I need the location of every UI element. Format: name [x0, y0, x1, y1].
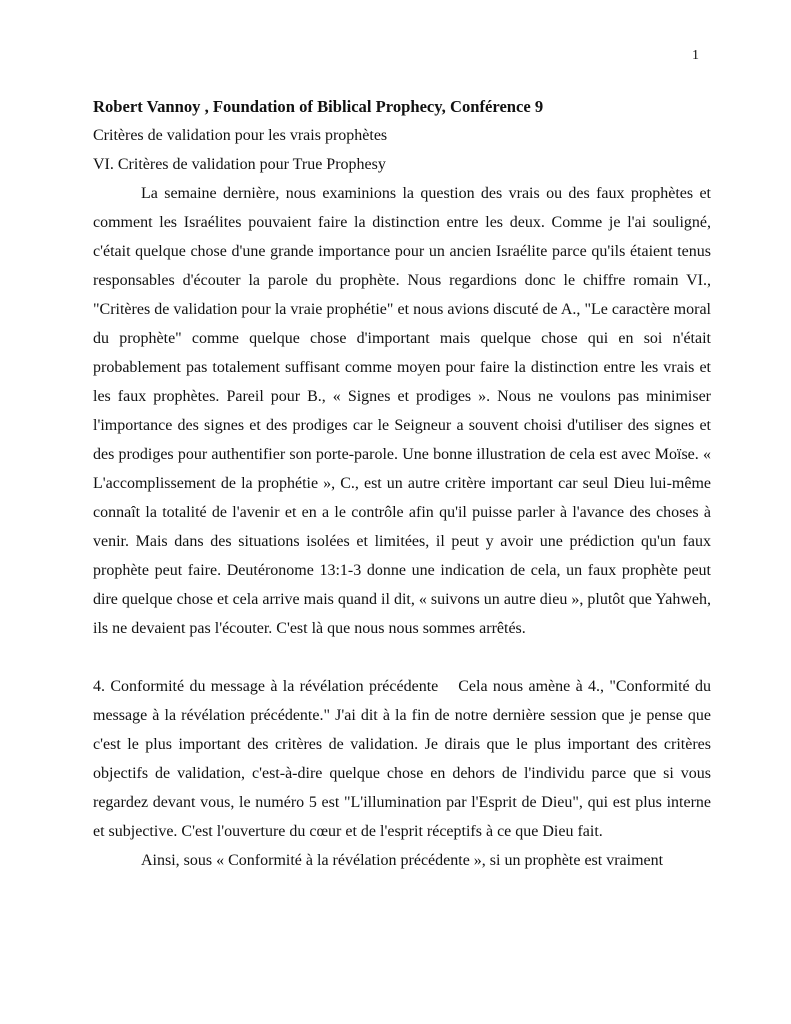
subtitle-criteria: Critères de validation pour les vrais prophètes: [93, 127, 388, 144]
document-title: Robert Vannoy , Foundation of Biblical Prophecy, Conférence 9: [93, 97, 544, 116]
paragraph-gap: [93, 643, 711, 672]
section-4-text: Cela nous amène à 4., "Conformité du message à la révélation précédente." J'ai dit à la fin de notre dernière session que je pense que c'est le plus important des critères de validation. Je dirais que le plus important des critères objectifs de validation, c'est-à-dire quelque chose en dehors de l'individu parce que si vous regardez devant vous, le numéro 5 est "L'illumination par l'Esprit de Dieu", qui est plus interne et subjective. C'est l'ouverture du cœur et de l'esprit réceptifs à ce que Dieu fait.: [93, 678, 711, 840]
paragraph-conformity: Ainsi, sous « Conformité à la révélation précédente », si un prophète est vraiment: [141, 852, 664, 869]
paragraph-intro: La semaine dernière, nous examinions la question des vrais ou des faux prophètes et comment les Israélites pouvaient faire la distinction entre les deux. Comme je l'ai souligné, c'était quelque chose d'une grande importance pour un ancien Israélite parce qu'ils étaient tenus responsables d'écouter la parole du prophète. Nous regardions donc le chiffre romain VI., "Critères de validation pour la vraie prophétie" et nous avions discuté de A., "Le caractère moral du prophète" comme quelque chose d'important mais quelque chose qui en soi n'était probablement pas totalement suffisant comme moyen pour faire la distinction entre les vrais et les faux prophètes. Pareil pour B., « Signes et prodiges ». Nous ne voulons pas minimiser l'importance des signes et des prodiges car le Seigneur a souvent choisi d'utiliser des signes et des prodiges pour authentifier son porte-parole. Une bonne illustration de cela est avec Moïse. « L'accomplissement de la prophétie », C., est un autre critère important car seul Dieu lui-même connaît la totalité de l'avenir et en a le contrôle afin qu'il puisse parler à l'avance des choses à venir. Mais dans des situations isolées et limitées, il peut y avoir une prédiction qu'un faux prophète peut faire. Deutéronome 13:1-3 donne une indication de cela, un faux prophète peut dire quelque chose et cela arrive mais quand il dit, « suivons un autre dieu », plutôt que Yahweh, ils ne devaient pas l'écouter. C'est là que nous nous sommes arrêtés.: [93, 185, 711, 637]
subtitle-section-vi: VI. Critères de validation pour True Prophesy: [93, 156, 386, 173]
paragraph-section-4: [93, 672, 711, 846]
section-4-heading: 4. Conformité du message à la révélation précédente: [93, 678, 439, 695]
document-body: [93, 92, 711, 875]
page-number: 1: [692, 48, 699, 63]
